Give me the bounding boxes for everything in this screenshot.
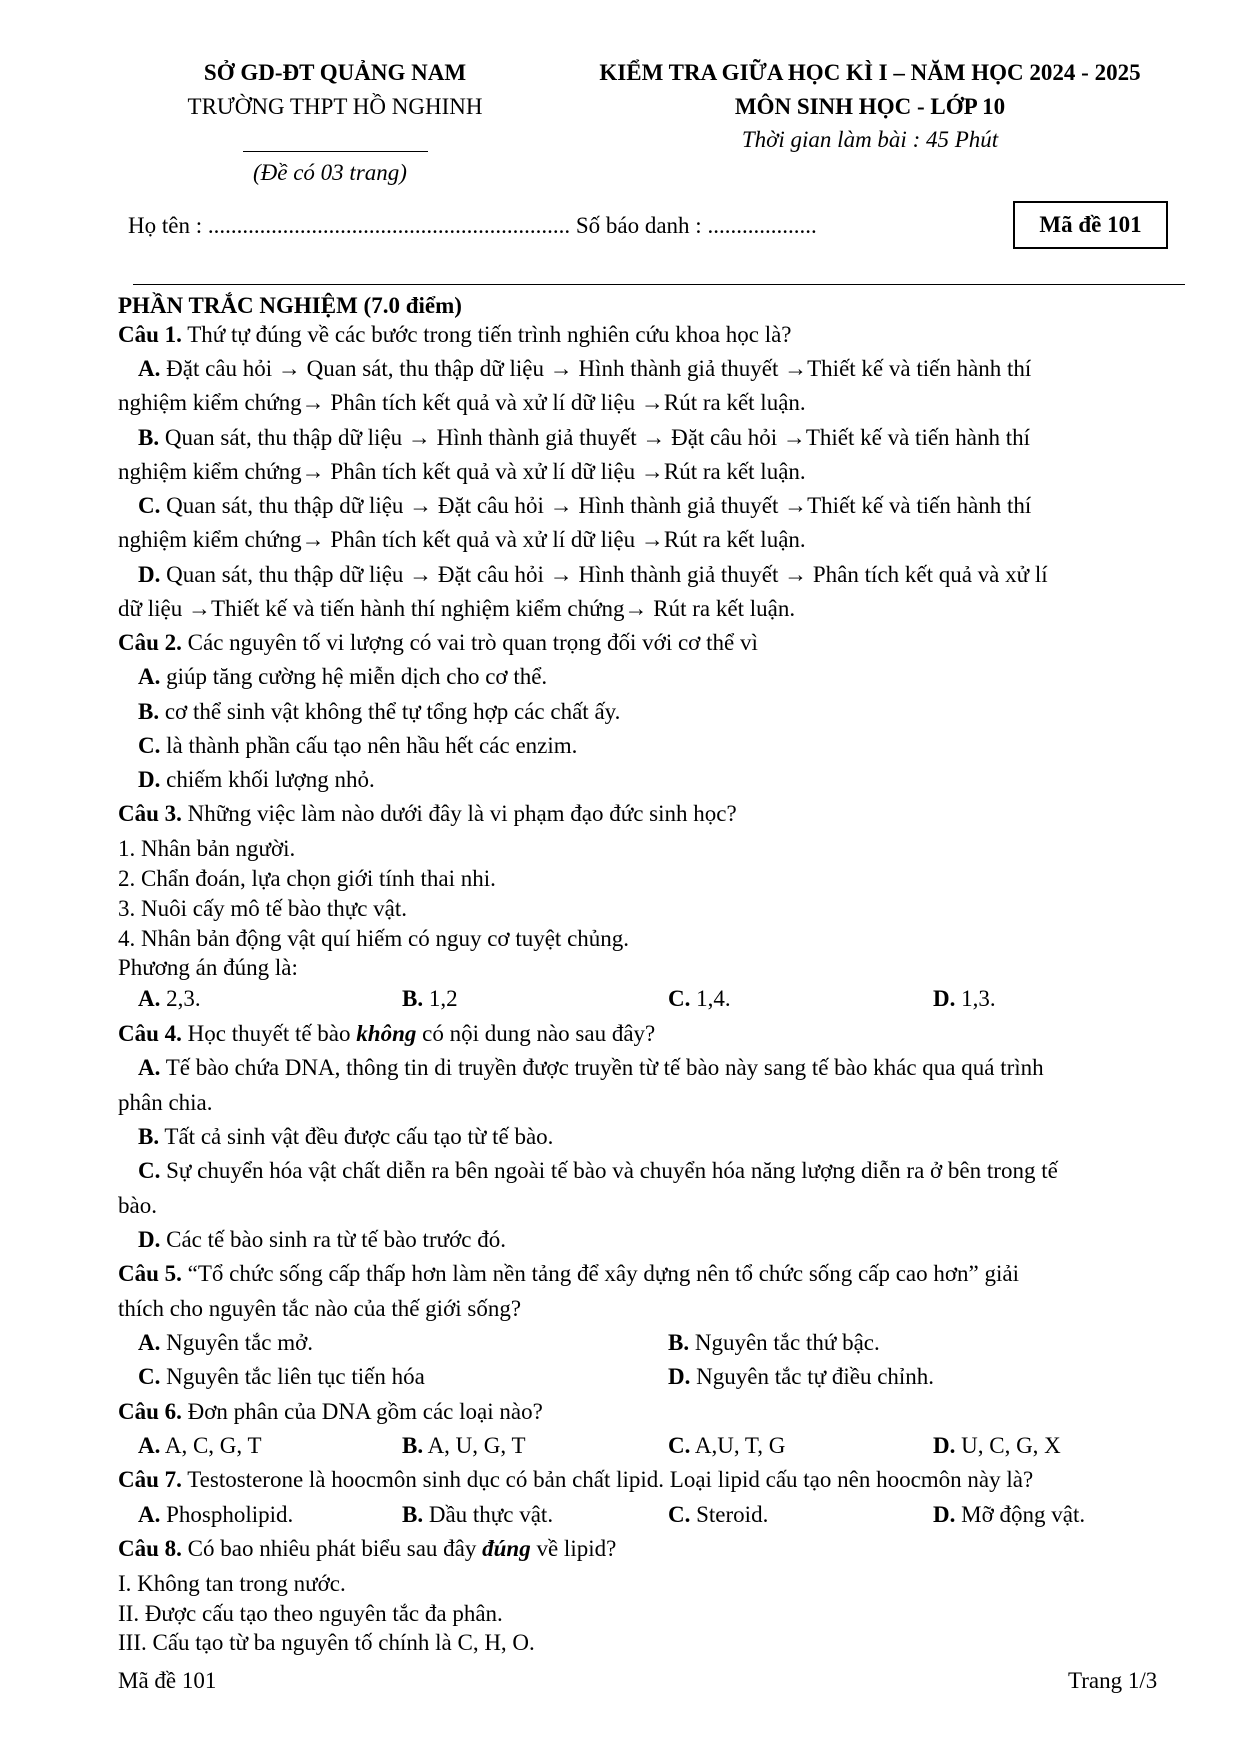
q4-option-d <box>138 1225 506 1255</box>
option-label: A. <box>138 356 161 381</box>
q6-option-b <box>402 1431 526 1461</box>
q8-item-2: II. Được cấu tạo theo nguyên tắc đa phân. <box>118 1601 503 1626</box>
option-label: A. <box>138 986 161 1011</box>
q3-option-a <box>138 984 201 1014</box>
question-text: Testosterone là hoocmôn sinh dục có bản chất lipid. Loại lipid cấu tạo nên hoocmôn này là? <box>181 1467 1034 1492</box>
question-label: Câu 3. <box>118 801 182 826</box>
option-label: A. <box>138 1433 161 1458</box>
q4-option-c <box>138 1156 1058 1186</box>
section-title: PHẦN TRẮC NGHIỆM (7.0 điểm) <box>118 293 462 318</box>
q3-item-4: 4. Nhân bản động vật quí hiếm có nguy cơ tuyệt chủng. <box>118 926 630 951</box>
question-text: “Tổ chức sống cấp thấp hơn làm nền tảng để xây dựng nên tổ chức sống cấp cao hơn” giải <box>181 1261 1019 1286</box>
exam-code-box: Mã đề 101 <box>1013 201 1168 249</box>
option-label: C. <box>138 733 161 758</box>
q1-option-b-cont: nghiệm kiểm chứng→ Phân tích kết quả và xử lí dữ liệu →Rút ra kết luận. <box>118 459 806 484</box>
option-text: cơ thể sinh vật không thể tự tổng hợp các chất ấy. <box>159 699 621 724</box>
question-label: Câu 6. <box>118 1399 182 1424</box>
question-5-cont: thích cho nguyên tắc nào của thế giới sống? <box>118 1296 522 1321</box>
option-text: Quan sát, thu thập dữ liệu → Đặt câu hỏi → Hình thành giả thuyết → Phân tích kết quả và xử lí <box>160 562 1048 587</box>
question-4 <box>118 1019 655 1049</box>
q7-option-a <box>138 1500 293 1530</box>
option-label: A. <box>138 1502 161 1527</box>
q7-option-c <box>668 1500 768 1530</box>
option-label: A. <box>138 664 161 689</box>
q1-option-b <box>138 423 1030 453</box>
option-text: là thành phần cấu tạo nên hầu hết các enzim. <box>160 733 578 758</box>
option-text: Đặt câu hỏi → Quan sát, thu thập dữ liệu → Hình thành giả thuyết →Thiết kế và tiến hành thí <box>160 356 1032 381</box>
option-label: B. <box>402 1502 424 1527</box>
option-text: Phospholipid. <box>160 1502 294 1527</box>
header-divider <box>243 151 428 152</box>
option-text: Nguyên tắc thứ bậc. <box>689 1330 880 1355</box>
option-label: D. <box>933 986 956 1011</box>
option-label: B. <box>138 425 160 450</box>
option-text: Quan sát, thu thập dữ liệu → Hình thành giả thuyết → Đặt câu hỏi →Thiết kế và tiến hành thí <box>159 425 1031 450</box>
q1-option-a-cont: nghiệm kiểm chứng→ Phân tích kết quả và xử lí dữ liệu →Rút ra kết luận. <box>118 390 806 415</box>
option-text: A, C, G, T <box>160 1433 262 1458</box>
q7-option-b <box>402 1500 553 1530</box>
q4-option-b <box>138 1122 553 1152</box>
option-label: C. <box>668 1433 691 1458</box>
question-emphasis: không <box>356 1021 417 1046</box>
option-text: A,U, T, G <box>690 1433 786 1458</box>
option-text: Sự chuyển hóa vật chất diễn ra bên ngoài tế bào và chuyển hóa năng lượng diễn ra ở bên trong tế <box>160 1158 1058 1183</box>
q4-option-a <box>138 1053 1044 1083</box>
department-name: SỞ GD-ĐT QUẢNG NAM <box>203 60 467 85</box>
question-2 <box>118 628 758 658</box>
question-label: Câu 7. <box>118 1467 182 1492</box>
option-label: C. <box>138 1158 161 1183</box>
q1-option-a <box>138 354 1031 384</box>
q3-option-b <box>402 984 458 1014</box>
option-label: B. <box>402 1433 424 1458</box>
option-text: Nguyên tắc tự điều chỉnh. <box>690 1364 935 1389</box>
q5-option-b <box>668 1328 880 1358</box>
q3-item-3: 3. Nuôi cấy mô tế bào thực vật. <box>118 896 408 921</box>
option-label: B. <box>402 986 424 1011</box>
question-label: Câu 2. <box>118 630 182 655</box>
q3-item-1: 1. Nhân bản người. <box>118 836 296 861</box>
option-text: 1,3. <box>955 986 996 1011</box>
option-text: Dầu thực vật. <box>423 1502 554 1527</box>
option-label: C. <box>668 986 691 1011</box>
section-divider <box>133 284 1185 285</box>
question-1 <box>118 320 792 350</box>
question-text: Có bao nhiêu phát biểu sau đây <box>181 1536 483 1561</box>
q1-option-d-cont: dữ liệu →Thiết kế và tiến hành thí nghiệm kiểm chứng→ Rút ra kết luận. <box>118 596 796 621</box>
option-text: giúp tăng cường hệ miễn dịch cho cơ thể. <box>160 664 548 689</box>
option-text: 1,2 <box>423 986 458 1011</box>
q6-option-a <box>138 1431 262 1461</box>
option-label: A. <box>138 1055 161 1080</box>
option-label: C. <box>668 1502 691 1527</box>
question-7 <box>118 1465 1033 1495</box>
option-text: chiếm khối lượng nhỏ. <box>160 767 375 792</box>
option-label: D. <box>138 767 161 792</box>
option-text: Các tế bào sinh ra từ tế bào trước đó. <box>160 1227 506 1252</box>
question-text: có nội dung nào sau đây? <box>416 1021 656 1046</box>
school-name: TRƯỜNG THPT HỒ NGHINH <box>187 94 483 119</box>
question-8 <box>118 1534 616 1564</box>
option-label: D. <box>668 1364 691 1389</box>
exam-title: KIỂM TRA GIỮA HỌC KÌ I – NĂM HỌC 2024 - 2025 <box>599 60 1141 85</box>
q2-option-b <box>138 697 620 727</box>
subject-title: MÔN SINH HỌC - LỚP 10 <box>734 94 1006 119</box>
option-text: Tất cả sinh vật đều được cấu tạo từ tế bào. <box>159 1124 554 1149</box>
footer-exam-code: Mã đề 101 <box>118 1668 217 1693</box>
q2-option-c <box>138 731 577 761</box>
option-text: 1,4. <box>690 986 731 1011</box>
question-text: về lipid? <box>530 1536 617 1561</box>
option-label: A. <box>138 1330 161 1355</box>
option-text: Nguyên tắc mở. <box>160 1330 314 1355</box>
question-6 <box>118 1397 543 1427</box>
q3-option-c <box>668 984 731 1014</box>
pages-note: (Đề có 03 trang) <box>253 160 407 185</box>
question-label: Câu 8. <box>118 1536 182 1561</box>
q1-option-c <box>138 491 1031 521</box>
candidate-info-field: Họ tên : ............................................................... Số báo danh : ................... <box>128 213 817 238</box>
option-text: Nguyên tắc liên tục tiến hóa <box>160 1364 425 1389</box>
option-label: B. <box>138 699 160 724</box>
option-text: A, U, G, T <box>423 1433 526 1458</box>
question-text: Những việc làm nào dưới đây là vi phạm đạo đức sinh học? <box>181 801 737 826</box>
option-label: D. <box>933 1433 956 1458</box>
option-text: Mỡ động vật. <box>955 1502 1086 1527</box>
option-label: D. <box>138 562 161 587</box>
question-emphasis: đúng <box>482 1536 531 1561</box>
q2-option-a <box>138 662 547 692</box>
option-label: D. <box>933 1502 956 1527</box>
q3-option-d <box>933 984 996 1014</box>
question-text: Thứ tự đúng về các bước trong tiến trình nghiên cứu khoa học là? <box>181 322 792 347</box>
q5-option-a <box>138 1328 313 1358</box>
option-label: C. <box>138 493 161 518</box>
q5-option-d <box>668 1362 934 1392</box>
option-label: B. <box>138 1124 160 1149</box>
q8-item-3: III. Cấu tạo từ ba nguyên tố chính là C, H, O. <box>118 1630 535 1655</box>
q1-option-c-cont: nghiệm kiểm chứng→ Phân tích kết quả và xử lí dữ liệu →Rút ra kết luận. <box>118 527 806 552</box>
question-label: Câu 5. <box>118 1261 182 1286</box>
q3-answer-prompt: Phương án đúng là: <box>118 955 298 980</box>
question-text: Học thuyết tế bào <box>181 1021 357 1046</box>
option-label: D. <box>138 1227 161 1252</box>
q3-item-2: 2. Chẩn đoán, lựa chọn giới tính thai nhi. <box>118 866 496 891</box>
question-label: Câu 1. <box>118 322 182 347</box>
time-limit: Thời gian làm bài : 45 Phút <box>741 127 999 152</box>
q4-option-c-cont: bào. <box>118 1193 157 1218</box>
q8-item-1: I. Không tan trong nước. <box>118 1571 346 1596</box>
option-text: Tế bào chứa DNA, thông tin di truyền được truyền từ tế bào này sang tế bào khác qua quá trình <box>160 1055 1044 1080</box>
q7-option-d <box>933 1500 1085 1530</box>
footer-page-number: Trang 1/3 <box>1068 1668 1158 1693</box>
option-text: Steroid. <box>690 1502 769 1527</box>
q6-option-c <box>668 1431 785 1461</box>
q4-option-a-cont: phân chia. <box>118 1090 213 1115</box>
q1-option-d <box>138 560 1048 590</box>
question-text: Các nguyên tố vi lượng có vai trò quan trọng đối với cơ thể vì <box>181 630 758 655</box>
question-text: Đơn phân của DNA gồm các loại nào? <box>181 1399 543 1424</box>
question-label: Câu 4. <box>118 1021 182 1046</box>
q6-option-d <box>933 1431 1061 1461</box>
question-5 <box>118 1259 1019 1289</box>
option-text: 2,3. <box>160 986 201 1011</box>
question-3 <box>118 799 737 829</box>
option-label: B. <box>668 1330 690 1355</box>
option-text: U, C, G, X <box>955 1433 1061 1458</box>
option-text: Quan sát, thu thập dữ liệu → Đặt câu hỏi → Hình thành giả thuyết →Thiết kế và tiến hành thí <box>160 493 1032 518</box>
q2-option-d <box>138 765 375 795</box>
option-label: C. <box>138 1364 161 1389</box>
q5-option-c <box>138 1362 425 1392</box>
